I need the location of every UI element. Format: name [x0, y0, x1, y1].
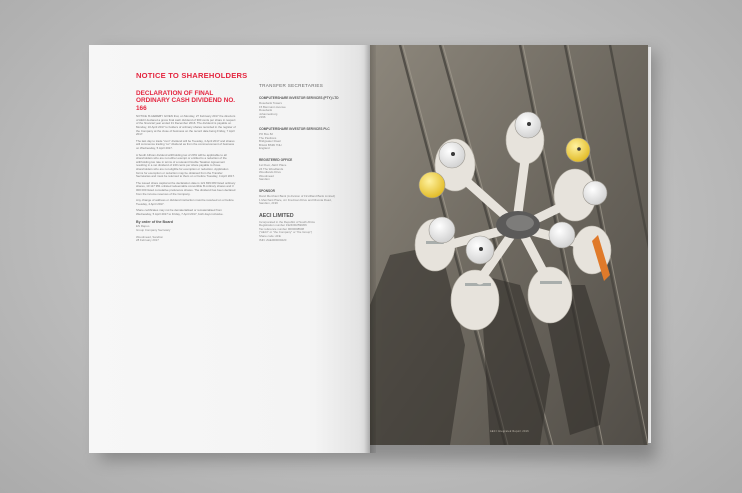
address-line: 15 Biermann Avenue [259, 104, 286, 109]
notice-paragraph: A South African dividend withholding tax of 20% will be applicable to all shareholders who are not either exempt or entitled to a reduction of the withholding tax rate in terms of a relevant Double Taxation Agreement resulting in a net dividend of 240 cents per share payable to those shareholders who are not eligible for exemption or reduction. Application forms for exemption or reduction may be obtained from the Transfer Secretaries and must be returned to them on or before Tuesday, 4 April 2017. [136, 152, 235, 179]
right-page-photo [370, 45, 648, 445]
aeci-details [259, 221, 359, 243]
notice-paragraph: Share certificates may not be dematerialised or rematerialised from Wednesday, 5 April 2017 to Friday, 7 April 2017, both days inclusive. [136, 208, 224, 216]
spine-gutter [364, 45, 376, 453]
address-line: Rand Merchant Bank (A division of FirstRand Bank Limited) [259, 193, 336, 198]
page-edge [648, 47, 651, 443]
signatory: EN Rapoo [136, 224, 150, 229]
section-head: REGISTERED OFFICE [259, 157, 293, 162]
notice-title: NOTICE TO SHAREHOLDERS [136, 71, 248, 80]
aeci-heading: AECI LIMITED [259, 212, 294, 219]
workers-hands-together-photo [370, 45, 648, 445]
address-line: England [259, 146, 270, 151]
address-line: 24 The Woodlands [259, 166, 284, 171]
contact-section [259, 127, 359, 151]
section-head: COMPUTERSHARE INVESTOR SERVICES (PTY) LTD [259, 96, 339, 100]
contacts-column [259, 83, 359, 249]
transfer-secretaries-header: TRANSFER SECRETARIES [259, 83, 324, 88]
address-line: Rosebank Towers [259, 101, 282, 105]
aeci-line: Registration number 1924/002590/06 [259, 223, 307, 228]
contact-section [259, 96, 359, 120]
aeci-line: ("AECI" or "the Company" or "the Group") [259, 230, 313, 235]
address-line: 1 Merchant Place, cnr Fredman Drive and Rivonia Road, [259, 197, 332, 202]
aeci-line: Share code: AFE [259, 234, 281, 239]
address-block [259, 133, 359, 151]
address-line: Sandton [259, 177, 270, 182]
address-line: 1st Floor, AECI Place [259, 162, 287, 167]
section-head: SPONSOR [259, 188, 275, 193]
address-line: Rosebank [259, 108, 273, 113]
notice-paragraph: The last day to trade "cum" dividend will be Tuesday, 4 April 2017 and shares will commence trading "ex" dividend as from the commencement of business on Wednesday, 5 April 2017. [136, 138, 235, 150]
contact-section [259, 189, 359, 206]
notice-paragraph: NOTICE IS HEREBY GIVEN that, on Monday, 27 February 2017 the directors of AECI declared a gross final cash dividend of 300 cents per share in respect of the financial year ended 31 December 2016. The dividend is payable on Monday, 10 April 2017 to holders of ordinary shares recorded in the register of the Company at the close of business on the record date being Friday, 7 April 2017. [136, 114, 236, 137]
date: 28 February 2017 [136, 238, 159, 243]
section-head: COMPUTERSHARE INVESTOR SERVICES PLC [259, 126, 330, 131]
notice-paragraph: The issued share capital at the declaration date is 121 829 083 listed ordinary shares, 10 117 951 unlisted redeemable convertible B ordinary shares and 3 000 000 listed cumulative preference shares. The dividend has been declared from the income reserves of the Company. [136, 180, 236, 196]
address-line: Bristol BS99 7NH [259, 142, 282, 147]
aeci-line: Tax reference number 9000008608 [259, 226, 304, 231]
aeci-line: ISIN: ZAE000000220 [259, 237, 287, 242]
address-block [259, 195, 359, 206]
address-line: Woodlands Drive [259, 170, 281, 175]
photo-caption: AECI Integrated Report 2016 [490, 430, 529, 433]
address-line: Woodmead [259, 173, 274, 178]
place: Woodmead, Sandton [136, 234, 164, 239]
notice-column [136, 71, 248, 243]
left-page [89, 45, 370, 453]
address-line: 2196 [259, 115, 266, 120]
declaration-title: DECLARATION OF FINAL ORDINARY CASH DIVIDEND NO. 166 [136, 90, 236, 112]
address-block [259, 164, 359, 182]
address-line: Bridgwater Road [259, 139, 281, 144]
address-line: Johannesburg [259, 111, 278, 116]
aeci-line: Incorporated in the Republic of South Africa [259, 219, 315, 224]
notice-paragraph: Any change of address or dividend instruction must be received on or before Tuesday, 4 April 2017. [136, 198, 234, 206]
address-block [259, 102, 359, 120]
board-line: By order of the Board [136, 220, 173, 225]
signatory-role: Group Company Secretary [136, 228, 171, 233]
address-line: Sandton, 2196 [259, 201, 278, 206]
contact-section [259, 158, 359, 182]
address-line: The Pavilions [259, 135, 277, 140]
address-line: PO Box 82 [259, 131, 273, 136]
